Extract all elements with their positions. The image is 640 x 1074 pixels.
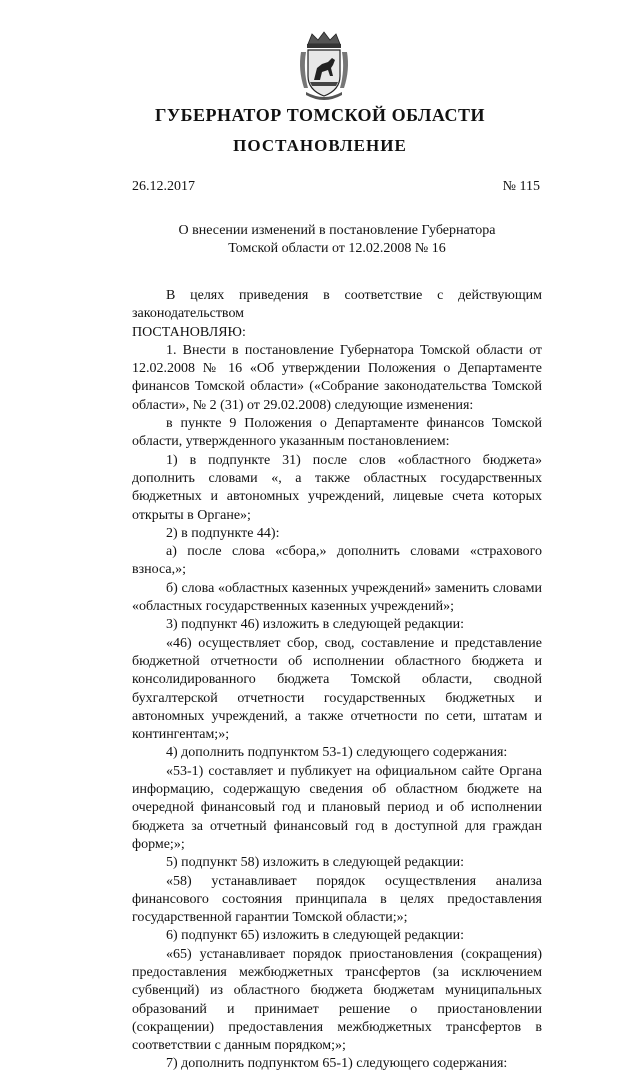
governor-heading: ГУБЕРНАТОР ТОМСКОЙ ОБЛАСТИ	[154, 105, 486, 125]
paragraph: «46) осуществляет сбор, свод, составление и представление бюджетной отчетности об исполнении областного бюджета и консолидированного бюджета Томской области, сводной бухгалтерской отчетности государственных бюджетных и автономных учреждений, а также отчетности по сети, штатам и контингентам;»;	[132, 635, 542, 743]
paragraph: в пункте 9 Положения о Департаменте финансов Томской области, утвержденного указанным постановлением:	[132, 416, 542, 450]
paragraph: 7) дополнить подпунктом 65-1) следующего содержания:	[166, 1056, 508, 1072]
paragraph: 2) в подпункте 44):	[166, 525, 280, 541]
paragraph: 4) дополнить подпунктом 53-1) следующего содержания:	[166, 745, 508, 761]
paragraph: «53-1) составляет и публикует на официальном сайте Органа информацию, содержащую сведения об областном бюджете на очередной финансовый год и плановый период и об исполнении бюджета за отчетный финансовый год в доступной для граждан форме;»;	[132, 763, 542, 852]
document-type-heading: ПОСТАНОВЛЕНИЕ	[233, 136, 407, 155]
tomsk-coat-of-arms-icon	[298, 30, 350, 100]
paragraph: 1. Внести в постановление Губернатора Томской области от 12.02.2008 № 16 «Об утверждении Положения о Департаменте финансов Томской области» («Собрание законодательства Томской области», № 2 (31) от 29.02.2008) следующие изменения:	[132, 342, 542, 413]
document-number: № 115	[502, 179, 540, 194]
paragraph: 5) подпункт 58) изложить в следующей редакции:	[166, 855, 465, 871]
document-body	[132, 287, 542, 1074]
document-subject	[132, 222, 542, 258]
document-date: 26.12.2017	[132, 179, 195, 194]
paragraph: 1) в подпункте 31) после слов «областного бюджета» дополнить словами «, а также областных государственных бюджетных и автономных учреждений, лицевые счета которых открыты в Органе»;	[132, 452, 542, 523]
paragraph: 6) подпункт 65) изложить в следующей редакции:	[166, 928, 465, 944]
paragraph: ПОСТАНОВЛЯЮ:	[132, 324, 246, 340]
subject-line: О внесении изменений в постановление Губернатора	[178, 223, 496, 238]
paragraph: «58) устанавливает порядок осуществления анализа финансового состояния принципала в целях предоставления государственной гарантии Томской области;»;	[132, 873, 542, 926]
paragraph: «65) устанавливает порядок приостановления (сокращения) предоставления межбюджетных трансфертов (за исключением субвенций) из областного бюджета бюджетам муниципальных образований и принимает решение о приостановлении (сокращении) предоставления межбюджетных трансфертов в соответствии с данным порядком;»;	[132, 946, 542, 1054]
paragraph: В целях приведения в соответствие с действующим законодательством	[132, 288, 542, 322]
paragraph: 3) подпункт 46) изложить в следующей редакции:	[166, 617, 465, 633]
paragraph: а) после слова «сбора,» дополнить словами «страхового взноса,»;	[132, 544, 542, 578]
paragraph: б) слова «областных казенных учреждений» заменить словами «областных государственных казенных учреждений»;	[132, 580, 542, 615]
subject-line: Томской области от 12.02.2008 № 16	[228, 241, 446, 256]
